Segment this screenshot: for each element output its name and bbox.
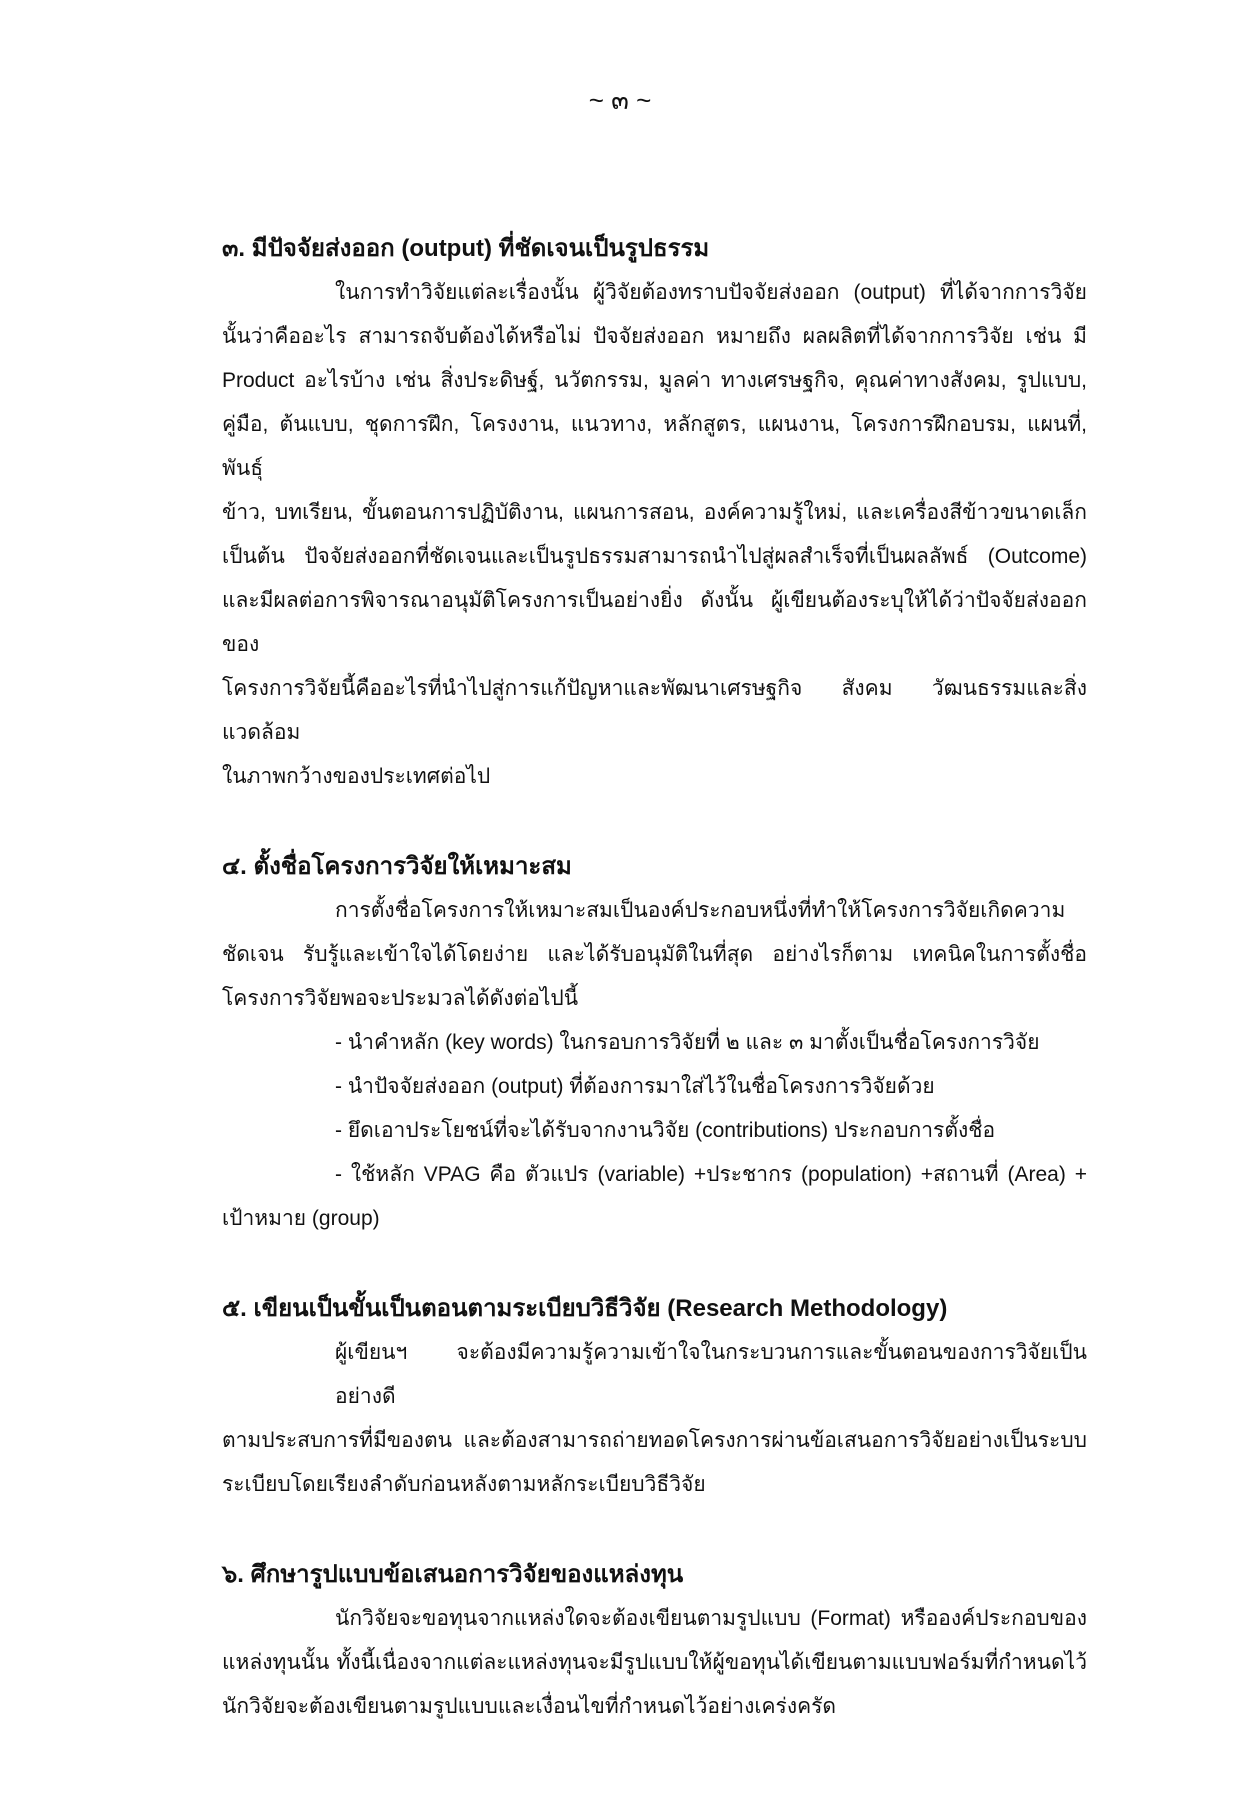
section-heading: ๔. ตั้งชื่อโครงการวิจัยให้เหมาะสม [222,853,572,880]
bullet-item: - นำปัจจัยส่งออก (output) ที่ต้องการมาใส่ไว้ในชื่อโครงการวิจัยด้วย [335,1075,935,1098]
paragraph-line: การตั้งชื่อโครงการให้เหมาะสมเป็นองค์ประกอบหนึ่งที่ทำให้โครงการวิจัยเกิดความ [335,899,1066,922]
paragraph-line: ระเบียบโดยเรียงลำดับก่อนหลังตามหลักระเบียบวิธีวิจัย [222,1473,706,1496]
paragraph-line: ตามประสบการที่มีของตน และต้องสามารถถ่ายทอดโครงการผ่านข้อเสนอการวิจัยอย่างเป็นระบบ [222,1429,1087,1452]
bullet-item: - นำคำหลัก (key words) ในกรอบการวิจัยที่ ๒ และ ๓ มาตั้งเป็นชื่อโครงการวิจัย [335,1031,1040,1054]
section-4 [222,845,1087,1241]
paragraph-line: นั้นว่าคืออะไร สามารถจับต้องได้หรือไม่ ปัจจัยส่งออก หมายถึง ผลผลิตที่ได้จากการวิจัย เช่น มี [222,325,1087,348]
paragraph-line: และมีผลต่อการพิจารณาอนุมัติโครงการเป็นอย่างยิ่ง ดังนั้น ผู้เขียนต้องระบุให้ได้ว่าปัจจัยส่งออกของ [222,589,1087,656]
paragraph-line: คู่มือ, ต้นแบบ, ชุดการฝึก, โครงงาน, แนวทาง, หลักสูตร, แผนงาน, โครงการฝึกอบรม, แผนที่, พันธุ์ [222,413,1087,480]
paragraph-line: นักวิจัยจะขอทุนจากแหล่งใดจะต้องเขียนตามรูปแบบ (Format) หรือองค์ประกอบของ [335,1607,1087,1630]
section-heading: ๓. มีปัจจัยส่งออก (output) ที่ชัดเจนเป็นรูปธรรม [222,235,710,262]
paragraph-line: แหล่งทุนนั้น ทั้งนี้เนื่องจากแต่ละแหล่งทุนจะมีรูปแบบให้ผู้ขอทุนได้เขียนตามแบบฟอร์มที่กำหนดไว้ [222,1651,1087,1674]
paragraph-line: โครงการวิจัยพอจะประมวลได้ดังต่อไปนี้ [222,987,579,1010]
paragraph-line: ผู้เขียนฯ จะต้องมีความรู้ความเข้าใจในกระบวนการและขั้นตอนของการวิจัยเป็นอย่างดี [335,1341,1087,1408]
page-number: ~ ๓ ~ [588,85,652,115]
section-3 [222,227,1087,799]
paragraph-line: นักวิจัยจะต้องเขียนตามรูปแบบและเงื่อนไขที่กำหนดไว้อย่างเคร่งครัด [222,1695,837,1718]
section-heading: ๖. ศึกษารูปแบบข้อเสนอการวิจัยของแหล่งทุน [222,1561,684,1588]
section-5 [222,1287,1087,1507]
paragraph-line: ในภาพกว้างของประเทศต่อไป [222,765,491,788]
paragraph-line: โครงการวิจัยนี้คืออะไรที่นำไปสู่การแก้ปัญหาและพัฒนาเศรษฐกิจ สังคม วัฒนธรรมและสิ่งแวดล้อม [222,677,1087,744]
paragraph-line: ในการทำวิจัยแต่ละเรื่องนั้น ผู้วิจัยต้องทราบปัจจัยส่งออก (output) ที่ได้จากการวิจัย [335,281,1087,304]
paragraph-line: ข้าว, บทเรียน, ขั้นตอนการปฏิบัติงาน, แผนการสอน, องค์ความรู้ใหม่, และเครื่องสีข้าวขนาดเล็ก [222,501,1087,524]
bullet-item: - ใช้หลัก VPAG คือ ตัวแปร (variable) +ประชากร (population) +สถานที่ (Area) + [335,1163,1087,1186]
paragraph-line: เป็นต้น ปัจจัยส่งออกที่ชัดเจนและเป็นรูปธรรมสามารถนำไปสู่ผลสำเร็จที่เป็นผลลัพธ์ (Outcome) [222,545,1087,568]
paragraph-line: ชัดเจน รับรู้และเข้าใจได้โดยง่าย และได้รับอนุมัติในที่สุด อย่างไรก็ตาม เทคนิคในการตั้งชื่อ [222,943,1087,966]
paragraph-line: เป้าหมาย (group) [222,1207,380,1230]
bullet-item: - ยึดเอาประโยชน์ที่จะได้รับจากงานวิจัย (contributions) ประกอบการตั้งชื่อ [335,1119,996,1142]
section-6 [222,1553,1087,1729]
section-heading: ๕. เขียนเป็นขั้นเป็นตอนตามระเบียบวิธีวิจัย (Research Methodology) [222,1295,948,1322]
paragraph-line: Product อะไรบ้าง เช่น สิ่งประดิษฐ์, นวัตกรรม, มูลค่า ทางเศรษฐกิจ, คุณค่าทางสังคม, รูปแบบ, [222,369,1087,392]
